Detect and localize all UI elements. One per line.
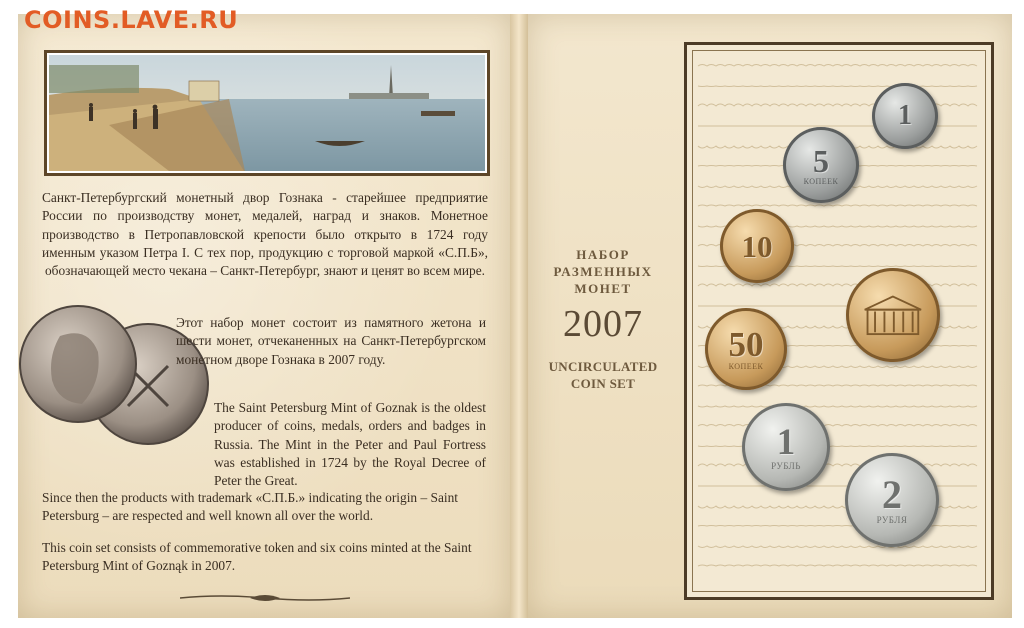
painting-image [49, 55, 485, 171]
set-title-ru [534, 246, 672, 297]
subtitle-line-1: UNCIRCULATED [548, 359, 658, 374]
coin-unit: РУБЛЬ [771, 460, 801, 471]
embankment-painting [44, 50, 490, 176]
set-subtitle-en [534, 358, 672, 392]
description-ru: Санкт-Петербургский монетный двор Гознака - старейшее предприятие России по производству монет, медалей, наград и знаков. Монетное производство в Петропавловской крепости было открыто в 1724 году именным указом Петра I. С тех пор, продукцию с торговой маркой «С.П.Б», обозначающей место чекана – Санкт-Петербург, знают и ценят во всем мире. [42, 190, 488, 279]
description-ru-set: Этот набор монет состоит из памятного жетона и шести монет, отчеканенных на Санкт-Петербургском монетном дворе Гознака в 2007 году. [176, 315, 486, 367]
description-en: The Saint Petersburg Mint of Goznak is the oldest producer of coins, medals, orders and badges in Russia. The Mint in the Peter and Paul Fortress was established in 1724 by the Royal Decree of Peter the Great. [214, 400, 486, 489]
title-line-1: НАБОР [576, 247, 630, 262]
coin-denomination: 10 [741, 228, 773, 264]
coin-denomination: 2 [882, 472, 902, 517]
set-year: 2007 [563, 303, 643, 345]
subtitle-line-2: COIN SET [570, 376, 636, 391]
coin-denomination: 5 [813, 142, 829, 179]
coin-denomination: 1 [898, 100, 912, 131]
coin-denomination: 50 [728, 325, 764, 364]
site-watermark: COINS.LAVE.RU [24, 6, 239, 34]
coin-token [846, 268, 940, 362]
coin-1-ruble [742, 403, 830, 491]
description-en-trademark: Since then the products with trademark «С.П.Б.» indicating the origin – Saint Petersburg – are respected and well known all over the world. [42, 490, 459, 524]
coin-1-kopeck [872, 83, 938, 149]
mint-building-icon [860, 289, 926, 341]
antique-coins-illustration [18, 286, 214, 462]
coin-unit: КОПЕЕК [803, 176, 839, 186]
ornament-divider [180, 592, 350, 604]
coin-50-kopecks [705, 308, 787, 390]
title-line-2: РАЗМЕННЫХ [553, 264, 653, 279]
description-en-set: This coin set consists of commemorative token and six coins minted at the Saint Petersburg Mint of Goznąk in 2007. [42, 540, 472, 574]
coin-unit: КОПЕЕК [728, 362, 764, 371]
coin-denomination: 1 [776, 421, 796, 463]
coin-unit: РУБЛЯ [876, 515, 908, 525]
folder-spine [510, 14, 528, 618]
coin-2-rubles [845, 453, 939, 547]
coin-10-kopecks [720, 209, 794, 283]
coin-5-kopecks [783, 127, 859, 203]
title-line-3: МОНЕТ [574, 281, 632, 296]
